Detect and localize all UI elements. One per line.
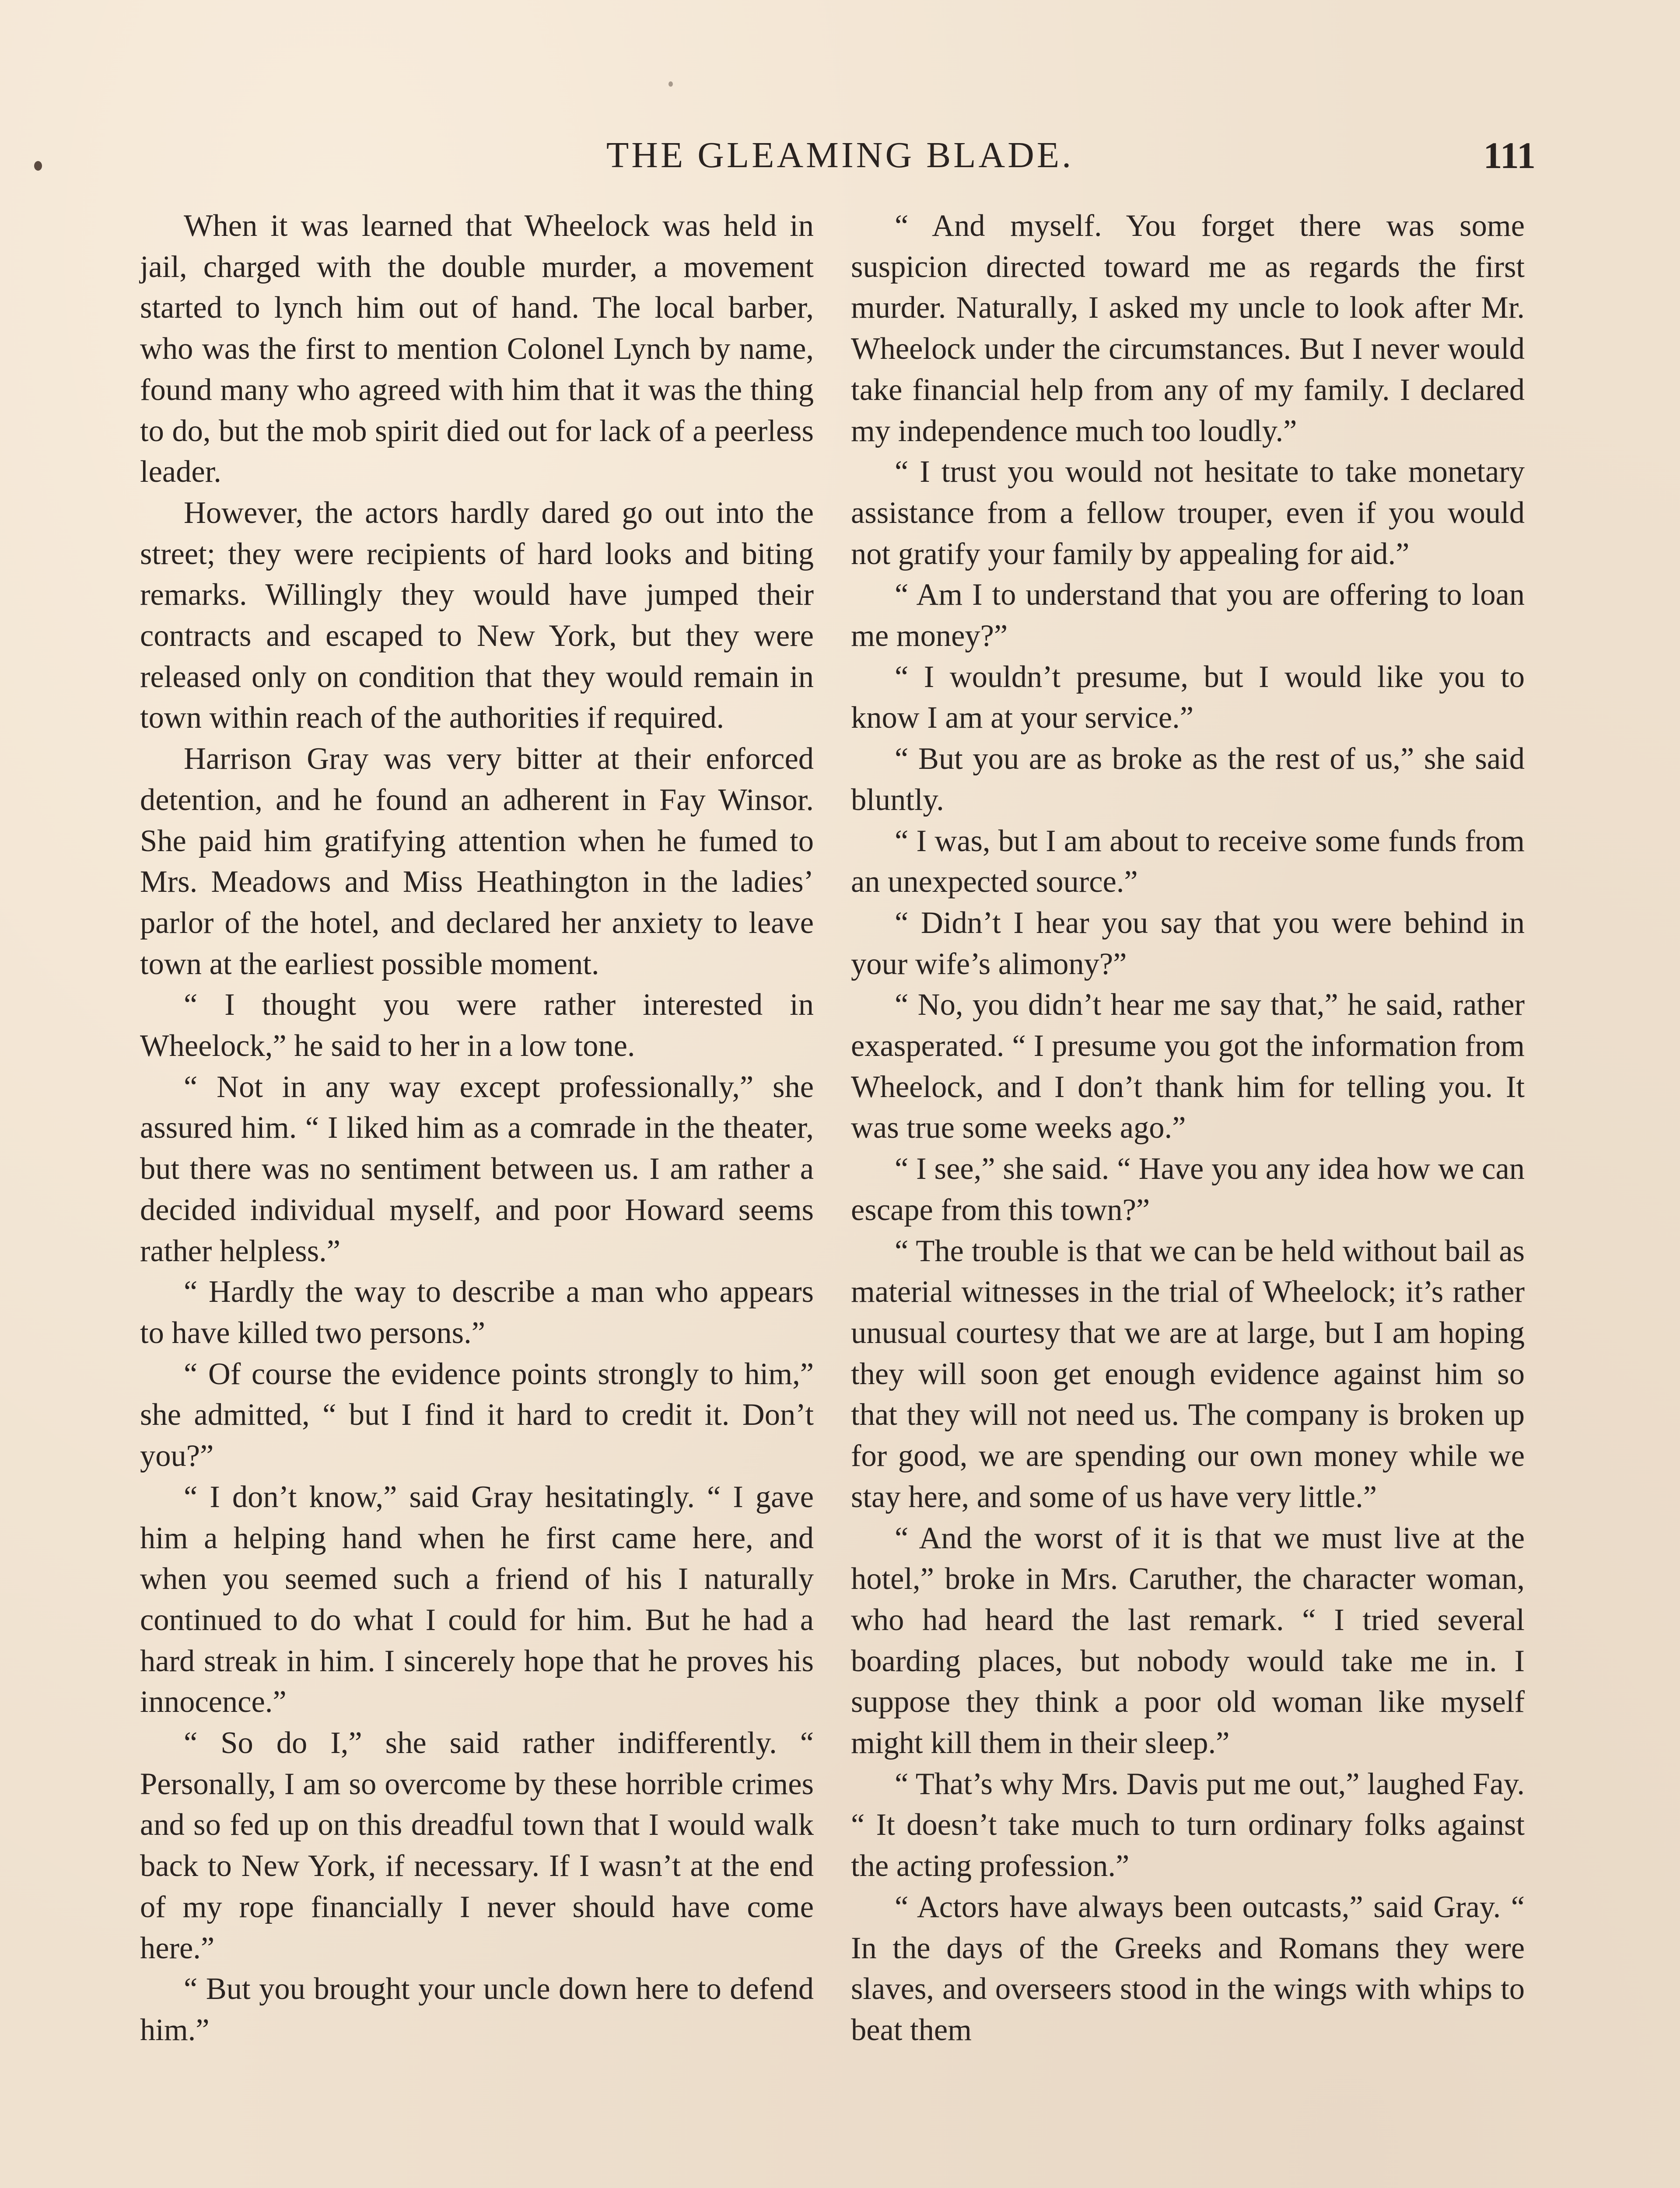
paragraph: “ That’s why Mrs. Davis put me out,” laughed Fay. “ It doesn’t take much to turn ordinary folks against the acting profession.” <box>851 1767 1525 1883</box>
paragraph: “ I was, but I am about to receive some funds from an unexpected source.” <box>851 824 1525 899</box>
page-header <box>144 127 1536 184</box>
running-title: THE GLEAMING BLADE. <box>606 135 1074 175</box>
paragraph: “ Actors have always been outcasts,” said Gray. “ In the days of the Greeks and Romans they were slaves, and overseers stood in the wings with whips to beat them <box>851 1890 1525 2047</box>
paragraph: “ And the worst of it is that we must live at the hotel,” broke in Mrs. Caruther, the character woman, who had heard the last remark. “ I tried several boarding places, but nobody would take me in. I suppose they think a poor old woman like myself might kill them in their sleep.” <box>851 1521 1525 1760</box>
paragraph: “ No, you didn’t hear me say that,” he said, rather exasperated. “ I presume you got the information from Wheelock, and I don’t thank him for telling you. It was true some weeks ago.” <box>851 988 1525 1145</box>
paper-speck <box>668 81 673 87</box>
paragraph: “ I see,” she said. “ Have you any idea how we can escape from this town?” <box>851 1152 1525 1227</box>
paragraph: “ Of course the evidence points strongly to him,” she admitted, “ but I find it hard to credit it. Don’t you?” <box>140 1357 814 1473</box>
paragraph: “ Not in any way except professionally,” she assured him. “ I liked him as a comrade in the theater, but there was no sentiment between us. I am rather a decided individual myself, and poor Howard seems rather helpless.” <box>140 1069 814 1268</box>
paragraph: “ Am I to understand that you are offering to loan me money?” <box>851 578 1525 653</box>
paragraph: “ And myself. You forget there was some suspicion directed toward me as regards the first murder. Naturally, I asked my uncle to look after Mr. Wheelock under the circumstances. But I never would take financial help from any of my family. I declared my independence much too loudly.” <box>851 209 1525 448</box>
paragraph: However, the actors hardly dared go out into the street; they were recipients of hard looks and biting remarks. Willingly they would have jumped their contracts and escaped to New York, but they were released only on condition that they would remain in town within reach of the authorities if required. <box>140 495 814 735</box>
paragraph: “ I wouldn’t presume, but I would like you to know I am at your service.” <box>851 659 1525 735</box>
paragraph: “ The trouble is that we can be held without bail as material witnesses in the trial of Wheelock; it’s rather unusual courtesy that we are at large, but I am hoping they will soon get enough evidence against him so that they will not need us. The company is broken up for good, we are spending our own money while we stay here, and some of us have very little.” <box>851 1234 1525 1514</box>
page-number: 111 <box>1483 134 1536 176</box>
left-text-column <box>140 206 814 2051</box>
paragraph: Harrison Gray was very bitter at their enforced detention, and he found an adherent in Fay Winsor. She paid him gratifying attention when he fumed to Mrs. Meadows and Miss Heathington in the ladies’ parlor of the hotel, and declared her anxiety to leave town at the earliest possible moment. <box>140 742 814 981</box>
paragraph: “ But you brought your uncle down here to defend him.” <box>140 1972 814 2047</box>
paragraph: “ I thought you were rather interested in Wheelock,” he said to her in a low tone. <box>140 988 814 1063</box>
paragraph: “ Hardly the way to describe a man who appears to have killed two persons.” <box>140 1275 814 1350</box>
paragraph: When it was learned that Wheelock was held in jail, charged with the double murder, a movement started to lynch him out of hand. The local barber, who was the first to mention Colonel Lynch by name, found many who agreed with him that it was the thing to do, but the mob spirit died out for lack of a peerless leader. <box>140 209 814 489</box>
paragraph: “ Didn’t I hear you say that you were behind in your wife’s alimony?” <box>851 905 1525 981</box>
paragraph: “ But you are as broke as the rest of us,” she said bluntly. <box>851 742 1525 817</box>
right-text-column <box>851 206 1525 2051</box>
paragraph: “ I trust you would not hesitate to take monetary assistance from a fellow trouper, even if you would not gratify your family by appealing for aid.” <box>851 455 1525 571</box>
paragraph: “ So do I,” she said rather indifferently. “ Personally, I am so overcome by these horrible crimes and so fed up on this dreadful town that I would walk back to New York, if necessary. If I wasn’t at the end of my rope financially I never should have come here.” <box>140 1726 814 1965</box>
paper-speck <box>34 161 42 171</box>
paragraph: “ I don’t know,” said Gray hesitatingly. “ I gave him a helping hand when he first came here, and when you seemed such a friend of his I naturally continued to do what I could for him. But he had a hard streak in him. I sincerely hope that he proves his innocence.” <box>140 1480 814 1719</box>
